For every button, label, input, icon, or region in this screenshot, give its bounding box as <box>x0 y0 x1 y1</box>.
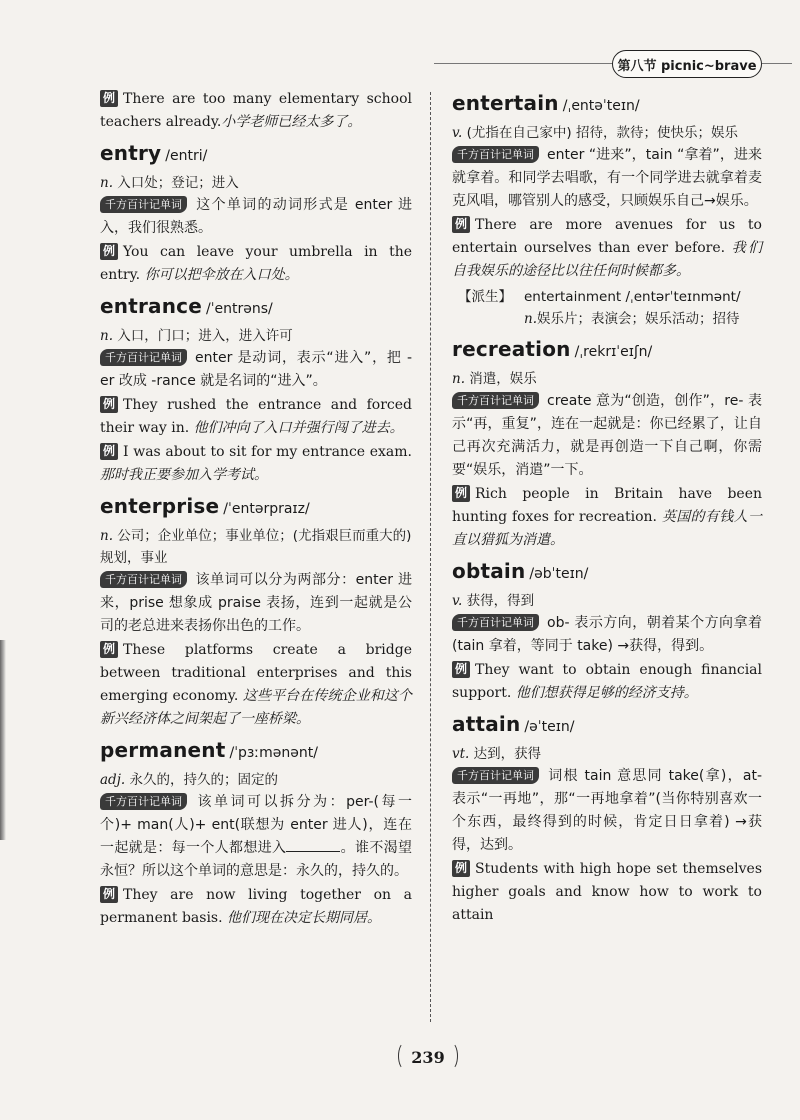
definition <box>452 590 762 612</box>
part-of-speech: n. <box>524 311 537 327</box>
memory-text-start: 该单词可以拆分为：per-(每一个)+ man(人)+ ent(联想为 enter 进人)，连在一起就是：每一个人都想进入 <box>100 794 412 856</box>
example-en: Students with high hope set themselves higher goals and know how to work to attain <box>452 861 762 923</box>
memory-badge: 千方百计记单词 <box>452 146 539 163</box>
definition <box>100 769 412 791</box>
memory-tip <box>452 390 762 482</box>
example-cn: 他们冲向了入口并强行闯了进去。 <box>193 420 404 436</box>
memory-text: 这个单词的动词形式是 enter 进入，我们很熟悉。 <box>100 197 412 236</box>
phonetic: /entri/ <box>165 148 208 164</box>
example <box>452 214 762 283</box>
example <box>452 858 762 927</box>
entry-block <box>452 709 762 927</box>
example-badge: 例 <box>452 485 470 502</box>
memory-tip <box>452 144 762 213</box>
memory-tip <box>100 347 412 393</box>
derived-word: entertainment /ˌentərˈteɪnmənt/ <box>524 289 741 305</box>
definition-text: 入口处；登记；进入 <box>117 175 239 191</box>
example-cn: 他们现在决定长期同居。 <box>227 910 382 926</box>
definition <box>452 743 762 765</box>
page-number: 239 <box>411 1047 445 1067</box>
right-column <box>452 88 762 928</box>
part-of-speech: n. <box>452 371 465 387</box>
example <box>100 394 412 440</box>
derived-definition-text: 娱乐片；表演会；娱乐活动；招待 <box>537 311 740 327</box>
entry-block <box>100 138 412 287</box>
column-divider <box>430 92 431 1022</box>
example-badge: 例 <box>100 243 118 260</box>
example-cn: 小学老师已经太多了。 <box>221 114 362 130</box>
definition <box>100 325 412 347</box>
derived-body <box>524 286 762 330</box>
part-of-speech: adj. <box>100 772 126 788</box>
part-of-speech: n. <box>100 175 113 191</box>
definition-text: 获得，得到 <box>466 593 535 609</box>
example-en: They are now living together on a permanent basis. <box>100 887 412 926</box>
example-en: There are too many elementary school teachers already. <box>100 91 412 130</box>
part-of-speech: n. <box>100 328 113 344</box>
example-badge: 例 <box>100 90 118 107</box>
example-en: Rich people in Britain have been hunting foxes for recreation. <box>452 486 762 525</box>
headword-line <box>452 88 762 121</box>
derived-definition <box>524 308 762 330</box>
example-en: They rushed the entrance and forced their way in. <box>100 397 412 436</box>
phonetic: /ˌentəˈteɪn/ <box>562 98 640 114</box>
memory-text: ob- 表示方向，朝着某个方向拿着 (tain 拿着，等同于 take) →获得，得到。 <box>452 615 762 654</box>
definition-text: 永久的，持久的；固定的 <box>129 772 278 788</box>
definition <box>100 525 412 569</box>
headword: obtain <box>452 559 526 583</box>
definition-text: 达到，获得 <box>473 746 542 762</box>
example-badge: 例 <box>452 661 470 678</box>
example-cn: 我们自我娱乐的途径比以往任何时候都多。 <box>452 240 763 279</box>
phonetic: /ˈentrəns/ <box>205 301 273 317</box>
memory-tip <box>100 791 412 883</box>
memory-tip <box>452 612 762 658</box>
memory-badge: 千方百计记单词 <box>100 571 187 588</box>
example-en: You can leave your umbrella in the entry. <box>100 244 412 283</box>
memory-text: 词根 tain 意思同 take(拿)，at- 表示“一再地”，那“一再地拿着”(当你特别喜欢一个东西，最终得到的时候，肯定日日拿着) →获得，达到。 <box>452 768 762 853</box>
example-en: These platforms create a bridge between traditional enterprises and this emerging economy. <box>100 642 412 704</box>
memory-badge: 千方百计记单词 <box>452 392 539 409</box>
headword: permanent <box>100 738 226 762</box>
example <box>100 441 412 487</box>
phonetic: /əbˈteɪn/ <box>529 566 589 582</box>
headword-line <box>100 291 412 324</box>
headword-line <box>452 709 762 742</box>
section-tab: 第八节 picnic~brave <box>612 50 762 78</box>
entry-block <box>100 291 412 487</box>
memory-tip <box>100 194 412 240</box>
example <box>452 483 762 552</box>
memory-text-end: 。谁不渴望永恒？所以这个单词的意思是：永久的，持久的。 <box>100 840 413 879</box>
phonetic: /ˈentərpraɪz/ <box>223 501 310 517</box>
memory-badge: 千方百计记单词 <box>100 196 187 213</box>
definition <box>452 368 762 390</box>
part-of-speech: v. <box>452 593 463 609</box>
example-cn: 他们想获得足够的经济支持。 <box>515 685 698 701</box>
phonetic: /ˈpɜːmənənt/ <box>229 745 318 761</box>
memory-text: 该单词可以分为两部分：enter 进来，prise 想象成 praise 表扬，连到一起就是公司的老总进来表扬你出色的工作。 <box>100 572 412 634</box>
memory-badge: 千方百计记单词 <box>452 614 539 631</box>
example <box>100 88 412 134</box>
headword-line <box>452 334 762 367</box>
entry-block <box>452 88 762 330</box>
definition <box>100 172 412 194</box>
headword: entertain <box>452 91 559 115</box>
example-cn: 这些平台在传统企业和这个新兴经济体之间架起了一座桥梁。 <box>100 688 413 727</box>
example-cn: 你可以把伞放在入口处。 <box>144 267 299 283</box>
definition-text: 公司；企业单位；事业单位；(尤指艰巨而重大的) 规划，事业 <box>100 528 412 566</box>
example-badge: 例 <box>452 860 470 877</box>
example-en: There are more avenues for us to entertain ourselves than ever before. <box>452 217 762 256</box>
memory-badge: 千方百计记单词 <box>452 767 539 784</box>
headword: entrance <box>100 294 202 318</box>
headword-line <box>100 491 412 524</box>
memory-tip <box>452 765 762 857</box>
part-of-speech: vt. <box>452 746 470 762</box>
example-badge: 例 <box>100 396 118 413</box>
memory-text: enter 是动词，表示“进入”，把 -er 改成 -rance 就是名词的“进入”。 <box>100 350 412 389</box>
memory-tip <box>100 569 412 638</box>
headword: entry <box>100 141 162 165</box>
memory-text: enter “进来”，tain “拿着”，进来就拿着。和同学去唱歌，有一个同学进去就拿着麦克风唱，哪管别人的感受，只顾娱乐自己→娱乐。 <box>452 147 762 209</box>
example-cn: 英国的有钱人一直以猎狐为消遣。 <box>452 509 763 548</box>
example-badge: 例 <box>452 216 470 233</box>
example <box>100 241 412 287</box>
headword: enterprise <box>100 494 220 518</box>
example <box>100 639 412 731</box>
entry-block <box>100 735 412 930</box>
derived-form <box>452 286 762 330</box>
definition-text: 消遣，娱乐 <box>469 371 537 387</box>
headword-line <box>100 735 412 768</box>
memory-badge: 千方百计记单词 <box>100 793 187 810</box>
memory-text: create 意为“创造，创作”，re- 表示“再，重复”，连在一起就是：你已经累了，让自己再次充满活力，就是再创造一下自己啊，你需要“娱乐，消遣”一下。 <box>452 393 762 478</box>
left-column <box>100 88 412 931</box>
definition-text: 入口，门口；进入，进入许可 <box>117 328 293 344</box>
phonetic: /ˌrekrɪˈeɪʃn/ <box>574 344 653 360</box>
example-en: I was about to sit for my entrance exam. <box>123 444 412 460</box>
entry-block <box>452 556 762 705</box>
page-number-bracket-right <box>444 1042 458 1070</box>
fill-in-blank <box>286 838 340 852</box>
memory-badge: 千方百计记单词 <box>100 349 187 366</box>
phonetic: /əˈteɪn/ <box>524 719 575 735</box>
header-rule <box>434 63 614 64</box>
example-badge: 例 <box>100 641 118 658</box>
definition-text: (尤指在自己家中) 招待，款待；使快乐；娱乐 <box>466 125 738 141</box>
headword-line <box>452 556 762 589</box>
headword-line <box>100 138 412 171</box>
part-of-speech: n. <box>100 528 113 544</box>
example-badge: 例 <box>100 443 118 460</box>
book-spine-shadow <box>0 640 6 840</box>
entry-block <box>100 491 412 731</box>
example-cn: 那时我正要参加入学考试。 <box>100 467 268 483</box>
part-of-speech: v. <box>452 125 463 141</box>
derived-label: 【派生】 <box>458 289 512 305</box>
example-en: They want to obtain enough financial support. <box>452 662 762 701</box>
headword: attain <box>452 712 521 736</box>
example <box>100 884 412 930</box>
entry-block <box>452 334 762 552</box>
header-rule-right <box>762 63 792 64</box>
example-badge: 例 <box>100 886 118 903</box>
headword: recreation <box>452 337 571 361</box>
example <box>452 659 762 705</box>
definition <box>452 122 762 144</box>
